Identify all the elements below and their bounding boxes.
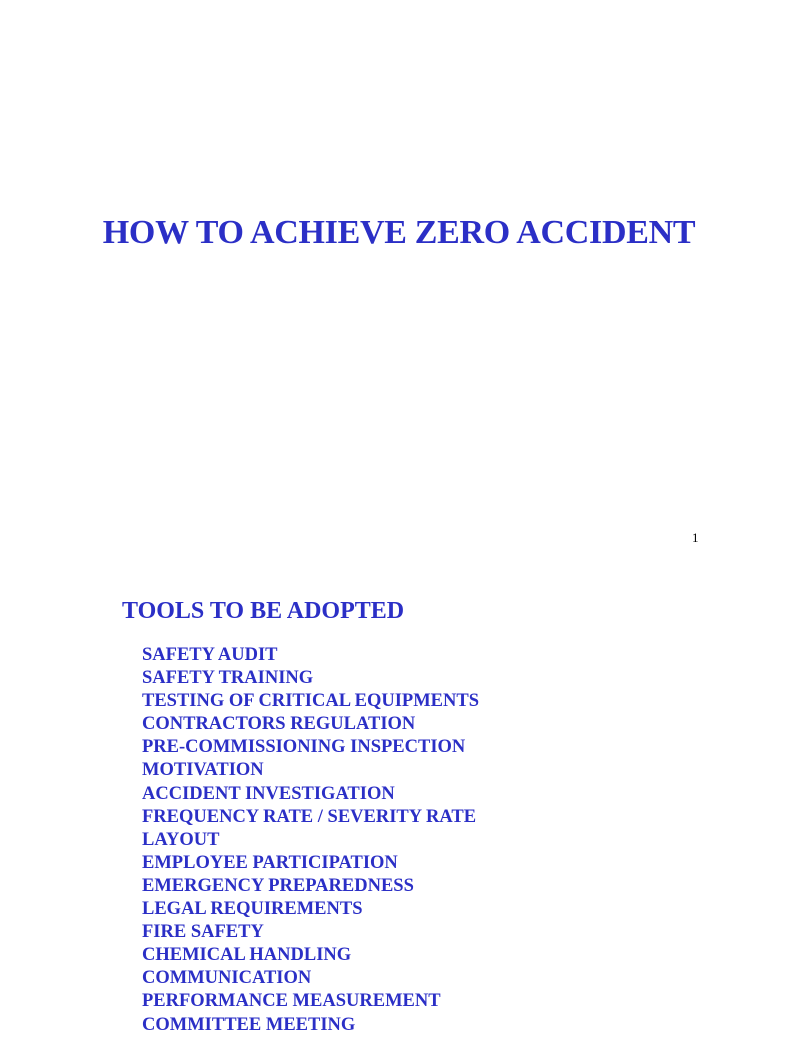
list-item: PERFORMANCE MEASUREMENT bbox=[142, 991, 441, 1012]
list-item: MOTIVATION bbox=[142, 760, 264, 781]
list-item: EMERGENCY PREPAREDNESS bbox=[142, 875, 414, 896]
slide-heading: TOOLS TO BE ADOPTED bbox=[122, 598, 405, 624]
list-item: PRE-COMMISSIONING INSPECTION bbox=[142, 737, 466, 758]
list-item: FIRE SAFETY bbox=[142, 922, 264, 943]
list-item: SAFETY AUDIT bbox=[142, 645, 278, 665]
list-item: CONTRACTORS REGULATION bbox=[142, 714, 416, 735]
slide-2 bbox=[0, 560, 768, 1035]
list-item: SAFETY TRAINING bbox=[142, 668, 314, 689]
list-item: LEGAL REQUIREMENTS bbox=[142, 899, 363, 920]
list-item: EMPLOYEE PARTICIPATION bbox=[142, 852, 398, 873]
list-item: LAYOUT bbox=[142, 829, 220, 850]
list-item: COMMITTEE MEETING bbox=[142, 1014, 356, 1035]
slide-title: HOW TO ACHIEVE ZERO ACCIDENT bbox=[102, 214, 696, 251]
list-item: COMMUNICATION bbox=[142, 968, 312, 989]
list-item: TESTING OF CRITICAL EQUIPMENTS bbox=[142, 691, 480, 712]
list-item: CHEMICAL HANDLING bbox=[142, 945, 352, 966]
list-item: FREQUENCY RATE / SEVERITY RATE bbox=[142, 806, 477, 827]
tools-list bbox=[142, 644, 479, 1037]
page-number: 1 bbox=[692, 530, 699, 545]
list-item: ACCIDENT INVESTIGATION bbox=[142, 783, 395, 804]
